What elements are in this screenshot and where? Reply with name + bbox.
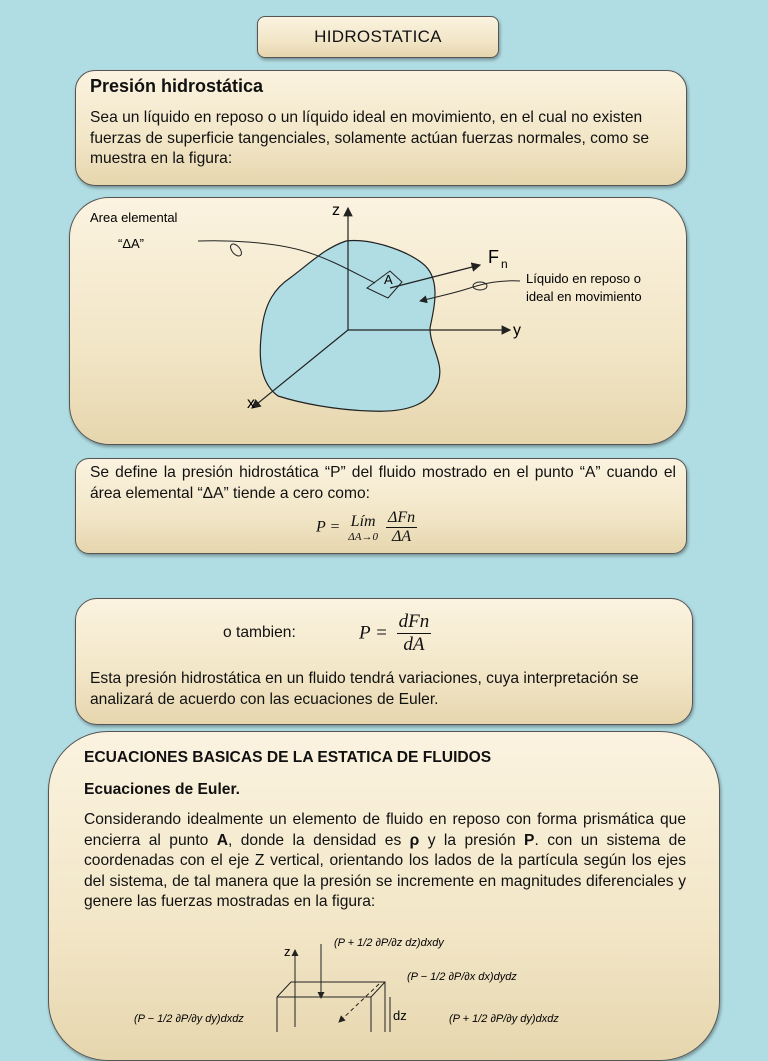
formula-lhs: P = <box>359 622 388 644</box>
formula-numerator: dFn <box>398 611 430 632</box>
prism-axis-z: z <box>284 944 291 959</box>
formula-numerator: ΔFn <box>387 509 416 526</box>
axis-y-label: y <box>513 322 521 339</box>
section-heading: Presión hidrostática <box>90 76 264 96</box>
alt-label: o tambien: <box>223 624 296 641</box>
page-title-box <box>257 16 499 58</box>
force-right2-expr: (P + 1/2 ∂P/∂y dy)dxdz <box>449 1013 559 1025</box>
pressure-figure <box>70 198 688 446</box>
prism-figure <box>49 922 721 1032</box>
point-a-label: A <box>384 272 393 287</box>
derivative-panel <box>75 598 693 725</box>
page-title: HIDROSTATICA <box>314 27 442 46</box>
definition-text: Se define la presión hidrostática “P” del fluido mostrado en el punto “A” cuando el área elemental “ΔA” tiende a cero como: <box>90 464 676 502</box>
liquid-label-line2: ideal en movimiento <box>526 289 642 304</box>
force-right-expr: (P − 1/2 ∂P/∂x dx)dydz <box>407 971 517 983</box>
variation-text: Esta presión hidrostática en un fluido tendrá variaciones, cuya interpretación se analizará de acuerdo con las ecuaciones de Euler. <box>90 670 639 708</box>
figure-panel <box>69 197 687 445</box>
section-text: Sea un líquido en reposo o un líquido ideal en movimiento, en el cual no existen fuerzas de superficie tangenciales, solamente actúan fuerzas normales, como se muestra en la figura: <box>90 109 650 167</box>
prism-box <box>277 982 385 1032</box>
definition-panel <box>75 458 687 554</box>
force-top-expr: (P + 1/2 ∂P/∂z dz)dxdy <box>334 937 444 949</box>
liquid-label-line1: Líquido en reposo o <box>526 271 641 286</box>
presion-hidrostatica-panel <box>75 70 687 186</box>
liquid-region <box>260 241 440 412</box>
derivative-formula <box>359 611 431 656</box>
force-f-label: F <box>488 247 499 267</box>
formula-denominator: ΔA <box>391 528 412 545</box>
formula-lim: Lím <box>350 512 376 530</box>
force-f-subscript: n <box>501 257 508 271</box>
euler-panel <box>48 731 720 1061</box>
axis-x-label: x <box>247 395 255 412</box>
area-symbol-label: “ΔA” <box>118 236 145 251</box>
euler-text: Considerando idealmente un elemento de fluido en reposo con forma prismática que encierra al punto A, donde la densidad es ρ y la presión P. con un sistema de coordenadas con el eje Z vertical, orientando los lados de la partícula según los ejes del sistema, de tal manera que la presión se incremente en magnitudes diferenciales y genere las fuerzas mostradas en la figura: <box>84 811 686 910</box>
area-elemental-label: Area elemental <box>90 210 178 225</box>
force-left-expr: (P − 1/2 ∂P/∂y dy)dxdz <box>134 1013 244 1025</box>
formula-lim-sub: ΔA→0 <box>348 530 378 543</box>
euler-heading: ECUACIONES BASICAS DE LA ESTATICA DE FLUIDOS <box>84 749 492 766</box>
formula-lhs: P = <box>316 518 341 536</box>
dz-label: dz <box>393 1008 407 1023</box>
limit-formula <box>316 509 417 546</box>
formula-denominator: dA <box>403 634 425 655</box>
axis-z-label: z <box>332 202 340 219</box>
euler-subheading: Ecuaciones de Euler. <box>84 781 241 798</box>
